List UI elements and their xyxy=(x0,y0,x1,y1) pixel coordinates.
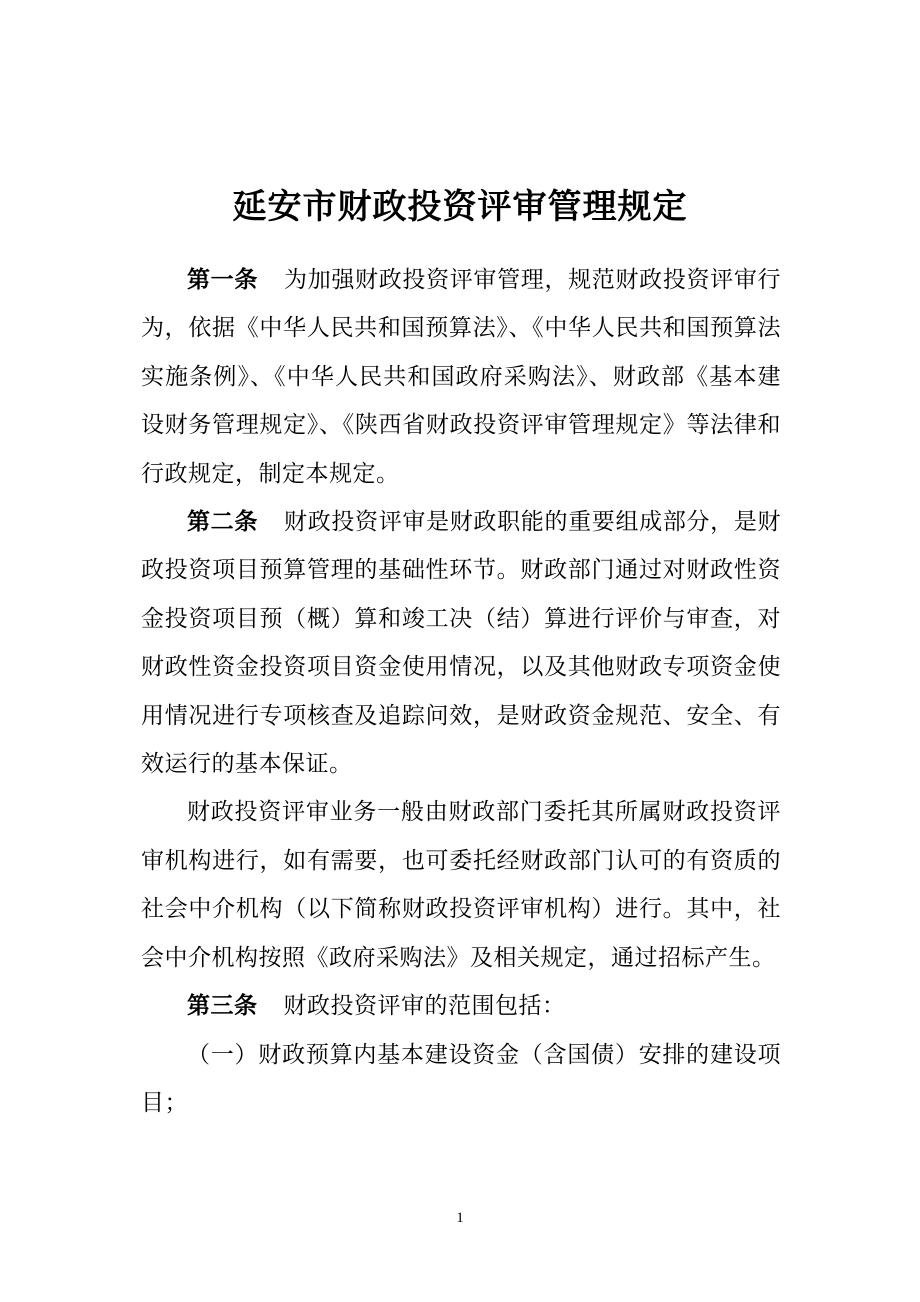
article-1-paragraph xyxy=(141,256,781,498)
article-label: 第一条 xyxy=(187,267,259,293)
article-label: 第三条 xyxy=(187,993,258,1020)
document-body xyxy=(141,256,781,1127)
document-title: 延安市财政投资评审管理规定 xyxy=(232,187,688,227)
paragraph-text: 财政投资评审是财政职能的重要组成部分，是财政投资项目预算管理的基础性环节。财政部门通过对财政性资金投资项目预（概）算和竣工决（结）算进行评价与审查，对财政性资金投资项目资金使用情况，以及其他财政专项资金使用情况进行专项核查及追踪问效，是财政资金规范、安全、有效运行的基本保证。 xyxy=(141,509,782,778)
paragraph-text: （一）财政预算内基本建设资金（含国债）安排的建设项目； xyxy=(141,1041,781,1116)
article-3-paragraph xyxy=(141,982,781,1030)
article-2-continuation-paragraph xyxy=(141,788,781,982)
article-label: 第二条 xyxy=(187,509,259,536)
page-number: 1 xyxy=(456,1210,464,1226)
paragraph-text: 财政投资评审业务一般由财政部门委托其所属财政投资评审机构进行，如有需要，也可委托经财政部门认可的有资质的社会中介机构（以下简称财政投资评审机构）进行。其中，社会中介机构按照《政府采购法》及相关规定，通过招标产生。 xyxy=(141,799,781,971)
paragraph-text: 财政投资评审的范围包括： xyxy=(283,993,566,1020)
paragraph-text: 为加强财政投资评审管理，规范财政投资评审行为，依据《中华人民共和国预算法》、《中华人民共和国预算法实施条例》、《中华人民共和国政府采购法》、财政部《基本建设财务管理规定》、《陕西省财政投资评审管理规定》等法律和行政规定，制定本规定。 xyxy=(141,267,782,487)
article-3-item-1-paragraph xyxy=(141,1031,781,1128)
article-2-paragraph xyxy=(141,498,781,788)
